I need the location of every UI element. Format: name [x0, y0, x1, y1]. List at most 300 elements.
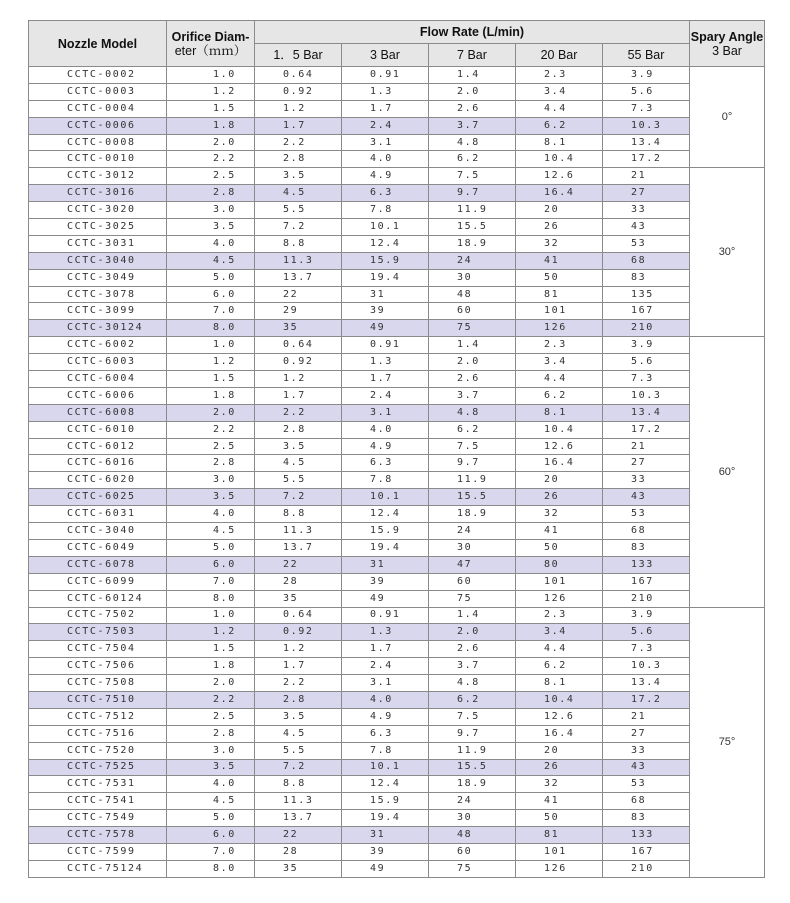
model-cell: CCTC-6016 [29, 455, 167, 472]
orifice-cell: 2.8 [167, 725, 255, 742]
flow-cell: 3.1 [342, 134, 429, 151]
orifice-cell: 4.5 [167, 523, 255, 540]
flow-cell: 101 [516, 303, 603, 320]
flow-cell: 12.6 [516, 168, 603, 185]
orifice-cell: 4.5 [167, 252, 255, 269]
flow-cell: 53 [603, 776, 690, 793]
flow-cell: 11.9 [429, 472, 516, 489]
table-row [29, 556, 765, 573]
flow-cell: 4.8 [429, 134, 516, 151]
flow-cell: 210 [603, 320, 690, 337]
flow-cell: 2.2 [255, 404, 342, 421]
orifice-cell: 5.0 [167, 539, 255, 556]
flow-cell: 20 [516, 202, 603, 219]
flow-cell: 53 [603, 506, 690, 523]
table-row [29, 810, 765, 827]
flow-cell: 50 [516, 810, 603, 827]
model-cell: CCTC-3020 [29, 202, 167, 219]
table-row [29, 472, 765, 489]
table-row [29, 573, 765, 590]
flow-cell: 2.4 [342, 658, 429, 675]
flow-cell: 0.64 [255, 67, 342, 84]
flow-cell: 43 [603, 759, 690, 776]
model-cell: CCTC-0006 [29, 117, 167, 134]
flow-cell: 20 [516, 472, 603, 489]
flow-cell: 11.3 [255, 523, 342, 540]
flow-cell: 1.3 [342, 624, 429, 641]
flow-cell: 26 [516, 219, 603, 236]
flow-cell: 133 [603, 556, 690, 573]
flow-cell: 2.6 [429, 641, 516, 658]
flow-cell: 48 [429, 827, 516, 844]
orifice-cell: 4.0 [167, 235, 255, 252]
flow-cell: 49 [342, 590, 429, 607]
flow-cell: 16.4 [516, 455, 603, 472]
flow-cell: 1.7 [342, 641, 429, 658]
model-cell: CCTC-60124 [29, 590, 167, 607]
flow-cell: 60 [429, 303, 516, 320]
model-cell: CCTC-7541 [29, 793, 167, 810]
flow-cell: 2.4 [342, 387, 429, 404]
flow-cell: 3.9 [603, 67, 690, 84]
table-row [29, 235, 765, 252]
flow-cell: 39 [342, 573, 429, 590]
flow-cell: 17.2 [603, 691, 690, 708]
spray-angle-header-line2: 3 Bar [712, 43, 742, 58]
orifice-cell: 2.5 [167, 168, 255, 185]
flow-cell: 3.7 [429, 658, 516, 675]
flow-cell: 12.4 [342, 776, 429, 793]
orifice-cell: 1.0 [167, 607, 255, 624]
flow-cell: 24 [429, 252, 516, 269]
table-row [29, 83, 765, 100]
model-cell: CCTC-7512 [29, 708, 167, 725]
flow-cell: 6.2 [429, 421, 516, 438]
flow-cell: 43 [603, 489, 690, 506]
model-cell: CCTC-3040 [29, 252, 167, 269]
table-row [29, 506, 765, 523]
orifice-cell: 1.0 [167, 67, 255, 84]
flow-cell: 10.1 [342, 759, 429, 776]
flow-cell: 167 [603, 573, 690, 590]
flow-cell: 13.7 [255, 269, 342, 286]
model-cell: CCTC-0003 [29, 83, 167, 100]
table-row [29, 827, 765, 844]
table-row [29, 134, 765, 151]
spray-angle-header [690, 21, 765, 67]
flow-cell: 21 [603, 708, 690, 725]
table-row [29, 202, 765, 219]
flow-cell: 39 [342, 843, 429, 860]
flow-cell: 81 [516, 286, 603, 303]
flow-cell: 2.4 [342, 117, 429, 134]
table-header [29, 21, 765, 67]
flow-cell: 7.2 [255, 489, 342, 506]
flow-cell: 3.9 [603, 337, 690, 354]
flow-cell: 26 [516, 759, 603, 776]
table-row [29, 286, 765, 303]
model-cell: CCTC-6012 [29, 438, 167, 455]
orifice-cell: 2.0 [167, 675, 255, 692]
flow-cell: 4.4 [516, 641, 603, 658]
model-cell: CCTC-30124 [29, 320, 167, 337]
flow-cell: 75 [429, 860, 516, 877]
flow-cell: 8.8 [255, 506, 342, 523]
table-row [29, 607, 765, 624]
model-cell: CCTC-7599 [29, 843, 167, 860]
orifice-cell: 8.0 [167, 590, 255, 607]
flow-cell: 32 [516, 235, 603, 252]
flow-cell: 4.5 [255, 725, 342, 742]
orifice-cell: 6.0 [167, 286, 255, 303]
flow-cell: 16.4 [516, 185, 603, 202]
flow-cell: 0.91 [342, 67, 429, 84]
flow-cell: 33 [603, 202, 690, 219]
table-row [29, 759, 765, 776]
table-row [29, 252, 765, 269]
table-row [29, 404, 765, 421]
orifice-cell: 2.8 [167, 455, 255, 472]
flow-cell: 10.4 [516, 691, 603, 708]
flow-cell: 33 [603, 472, 690, 489]
flow-cell: 27 [603, 185, 690, 202]
flow-cell: 21 [603, 438, 690, 455]
flow-cell: 2.8 [255, 421, 342, 438]
orifice-cell: 1.0 [167, 337, 255, 354]
orifice-cell: 1.5 [167, 100, 255, 117]
orifice-cell: 1.5 [167, 641, 255, 658]
model-cell: CCTC-7508 [29, 675, 167, 692]
flow-cell: 4.4 [516, 100, 603, 117]
model-cell: CCTC-6004 [29, 371, 167, 388]
flow-cell: 18.9 [429, 506, 516, 523]
model-cell: CCTC-6020 [29, 472, 167, 489]
flow-cell: 0.92 [255, 83, 342, 100]
table-row [29, 658, 765, 675]
flow-cell: 18.9 [429, 776, 516, 793]
flow-cell: 6.2 [429, 151, 516, 168]
flow-cell: 49 [342, 320, 429, 337]
flow-cell: 8.1 [516, 404, 603, 421]
flow-cell: 4.9 [342, 438, 429, 455]
flow-cell: 28 [255, 573, 342, 590]
flow-cell: 17.2 [603, 151, 690, 168]
flow-cell: 3.4 [516, 624, 603, 641]
flow-cell: 43 [603, 219, 690, 236]
table-row [29, 387, 765, 404]
model-cell: CCTC-6006 [29, 387, 167, 404]
flow-cell: 7.5 [429, 438, 516, 455]
flow-cell: 0.64 [255, 607, 342, 624]
flow-cell: 101 [516, 573, 603, 590]
flow-cell: 68 [603, 523, 690, 540]
orifice-cell: 4.0 [167, 506, 255, 523]
orifice-cell: 8.0 [167, 860, 255, 877]
table-row [29, 523, 765, 540]
orifice-cell: 7.0 [167, 573, 255, 590]
orifice-cell: 2.0 [167, 404, 255, 421]
flow-cell: 12.4 [342, 235, 429, 252]
flow-cell: 22 [255, 827, 342, 844]
flow-cell: 2.3 [516, 67, 603, 84]
spray-angle-cell: 60° [690, 337, 765, 607]
table-row [29, 624, 765, 641]
flow-cell: 15.5 [429, 759, 516, 776]
flow-cell: 2.8 [255, 151, 342, 168]
flow-cell: 7.5 [429, 708, 516, 725]
flow-cell: 30 [429, 810, 516, 827]
model-cell: CCTC-3078 [29, 286, 167, 303]
flow-cell: 6.2 [516, 658, 603, 675]
flow-cell: 60 [429, 573, 516, 590]
flow-cell: 6.3 [342, 185, 429, 202]
flow-cell: 17.2 [603, 421, 690, 438]
flow-cell: 15.9 [342, 793, 429, 810]
flow-cell: 6.3 [342, 455, 429, 472]
orifice-cell: 7.0 [167, 303, 255, 320]
table-row [29, 371, 765, 388]
flow-cell: 11.9 [429, 742, 516, 759]
orifice-cell: 2.5 [167, 708, 255, 725]
flow-cell: 15.5 [429, 489, 516, 506]
flow-cell: 0.91 [342, 607, 429, 624]
model-cell: CCTC-7520 [29, 742, 167, 759]
flow-cell: 1.4 [429, 67, 516, 84]
flow-cell: 6.2 [429, 691, 516, 708]
flow-cell: 12.6 [516, 438, 603, 455]
flow-cell: 7.2 [255, 219, 342, 236]
model-cell: CCTC-6078 [29, 556, 167, 573]
flow-cell: 9.7 [429, 455, 516, 472]
flow-cell: 10.3 [603, 387, 690, 404]
table-row [29, 438, 765, 455]
spray-angle-cell: 30° [690, 168, 765, 337]
flow-cell: 5.6 [603, 354, 690, 371]
model-cell: CCTC-6031 [29, 506, 167, 523]
model-cell: CCTC-6008 [29, 404, 167, 421]
flow-cell: 35 [255, 860, 342, 877]
model-cell: CCTC-7531 [29, 776, 167, 793]
flow-cell: 8.1 [516, 675, 603, 692]
orifice-cell: 3.0 [167, 202, 255, 219]
flow-cell: 33 [603, 742, 690, 759]
model-cell: CCTC-0002 [29, 67, 167, 84]
flow-cell: 32 [516, 776, 603, 793]
flow-cell: 8.1 [516, 134, 603, 151]
flow-cell: 2.0 [429, 624, 516, 641]
flow-cell: 3.9 [603, 607, 690, 624]
flow-cell: 3.1 [342, 404, 429, 421]
model-cell: CCTC-7510 [29, 691, 167, 708]
orifice-cell: 3.5 [167, 219, 255, 236]
model-cell: CCTC-0010 [29, 151, 167, 168]
flow-cell: 9.7 [429, 725, 516, 742]
table-row [29, 641, 765, 658]
flow-cell: 83 [603, 269, 690, 286]
flow-cell: 2.6 [429, 100, 516, 117]
flow-cell: 1.3 [342, 83, 429, 100]
flow-cell: 2.0 [429, 83, 516, 100]
orifice-cell: 6.0 [167, 556, 255, 573]
orifice-cell: 6.0 [167, 827, 255, 844]
flow-cell: 3.5 [255, 708, 342, 725]
flow-cell: 19.4 [342, 539, 429, 556]
orifice-cell: 2.2 [167, 151, 255, 168]
flow-cell: 6.2 [516, 117, 603, 134]
flow-cell: 10.3 [603, 658, 690, 675]
table-row [29, 219, 765, 236]
flow-cell: 7.5 [429, 168, 516, 185]
flow-cell: 4.5 [255, 185, 342, 202]
model-cell: CCTC-6099 [29, 573, 167, 590]
flow-cell: 3.7 [429, 387, 516, 404]
flow-cell: 27 [603, 455, 690, 472]
flow-cell: 31 [342, 827, 429, 844]
flow-cell: 83 [603, 539, 690, 556]
flow-cell: 7.2 [255, 759, 342, 776]
table-row [29, 691, 765, 708]
flow-cell: 24 [429, 523, 516, 540]
model-cell: CCTC-3031 [29, 235, 167, 252]
orifice-cell: 2.2 [167, 421, 255, 438]
flow-cell: 1.2 [255, 100, 342, 117]
flow-cell: 13.4 [603, 675, 690, 692]
flow-cell: 35 [255, 320, 342, 337]
flow-cell: 5.5 [255, 472, 342, 489]
flow-cell: 18.9 [429, 235, 516, 252]
flow-cell: 1.3 [342, 354, 429, 371]
table-row [29, 489, 765, 506]
table-row [29, 269, 765, 286]
flow-cell: 39 [342, 303, 429, 320]
model-cell: CCTC-7506 [29, 658, 167, 675]
flow-cell: 13.4 [603, 404, 690, 421]
table-row [29, 337, 765, 354]
pressure-header: 1．5 Bar [255, 44, 342, 67]
flow-cell: 133 [603, 827, 690, 844]
flow-cell: 1.7 [342, 371, 429, 388]
flow-cell: 31 [342, 286, 429, 303]
orifice-cell: 2.8 [167, 185, 255, 202]
flow-cell: 47 [429, 556, 516, 573]
model-cell: CCTC-3025 [29, 219, 167, 236]
flow-cell: 19.4 [342, 810, 429, 827]
table-row [29, 151, 765, 168]
flow-cell: 31 [342, 556, 429, 573]
spray-angle-cell: 75° [690, 607, 765, 877]
model-cell: CCTC-3040 [29, 523, 167, 540]
flow-cell: 1.2 [255, 641, 342, 658]
flow-cell: 0.91 [342, 337, 429, 354]
table-row [29, 539, 765, 556]
flow-cell: 20 [516, 742, 603, 759]
flow-cell: 4.9 [342, 708, 429, 725]
flow-cell: 3.5 [255, 438, 342, 455]
flow-cell: 135 [603, 286, 690, 303]
orifice-cell: 1.5 [167, 371, 255, 388]
table-row [29, 421, 765, 438]
flow-cell: 5.6 [603, 624, 690, 641]
flow-cell: 0.92 [255, 354, 342, 371]
flow-cell: 19.4 [342, 269, 429, 286]
flow-cell: 0.92 [255, 624, 342, 641]
orifice-cell: 1.2 [167, 624, 255, 641]
orifice-cell: 1.2 [167, 83, 255, 100]
pressure-header: 7 Bar [429, 44, 516, 67]
flow-rate-header: Flow Rate (L/min) [255, 21, 690, 44]
table-row [29, 860, 765, 877]
model-cell: CCTC-7502 [29, 607, 167, 624]
model-cell: CCTC-3012 [29, 168, 167, 185]
flow-cell: 2.2 [255, 134, 342, 151]
orifice-header-line1: Orifice Diam- [171, 29, 250, 44]
flow-cell: 8.8 [255, 776, 342, 793]
flow-cell: 11.3 [255, 793, 342, 810]
model-cell: CCTC-3099 [29, 303, 167, 320]
table-row [29, 590, 765, 607]
flow-cell: 1.4 [429, 607, 516, 624]
flow-cell: 5.5 [255, 742, 342, 759]
flow-cell: 41 [516, 523, 603, 540]
flow-cell: 60 [429, 843, 516, 860]
flow-cell: 4.5 [255, 455, 342, 472]
flow-cell: 21 [603, 168, 690, 185]
flow-cell: 53 [603, 235, 690, 252]
flow-cell: 7.3 [603, 371, 690, 388]
model-cell: CCTC-75124 [29, 860, 167, 877]
flow-cell: 12.4 [342, 506, 429, 523]
table-row [29, 843, 765, 860]
flow-cell: 4.4 [516, 371, 603, 388]
flow-cell: 1.2 [255, 371, 342, 388]
model-cell: CCTC-6025 [29, 489, 167, 506]
pressure-header: 3 Bar [342, 44, 429, 67]
orifice-cell: 4.0 [167, 776, 255, 793]
flow-cell: 2.3 [516, 337, 603, 354]
model-cell: CCTC-7549 [29, 810, 167, 827]
flow-cell: 1.7 [255, 117, 342, 134]
orifice-cell: 3.5 [167, 489, 255, 506]
flow-cell: 4.8 [429, 675, 516, 692]
model-cell: CCTC-3049 [29, 269, 167, 286]
flow-cell: 48 [429, 286, 516, 303]
table-row [29, 185, 765, 202]
orifice-cell: 8.0 [167, 320, 255, 337]
table-row [29, 776, 765, 793]
flow-cell: 75 [429, 320, 516, 337]
flow-cell: 13.4 [603, 134, 690, 151]
orifice-cell: 1.8 [167, 387, 255, 404]
pressure-header: 55 Bar [603, 44, 690, 67]
flow-cell: 15.9 [342, 523, 429, 540]
flow-cell: 2.3 [516, 607, 603, 624]
flow-cell: 12.6 [516, 708, 603, 725]
flow-cell: 2.6 [429, 371, 516, 388]
flow-cell: 7.8 [342, 472, 429, 489]
table-row [29, 725, 765, 742]
model-cell: CCTC-6049 [29, 539, 167, 556]
flow-cell: 41 [516, 793, 603, 810]
flow-cell: 5.5 [255, 202, 342, 219]
flow-cell: 15.5 [429, 219, 516, 236]
orifice-cell: 5.0 [167, 269, 255, 286]
flow-cell: 41 [516, 252, 603, 269]
flow-cell: 9.7 [429, 185, 516, 202]
flow-cell: 126 [516, 590, 603, 607]
flow-cell: 167 [603, 303, 690, 320]
orifice-cell: 3.5 [167, 759, 255, 776]
flow-cell: 126 [516, 320, 603, 337]
